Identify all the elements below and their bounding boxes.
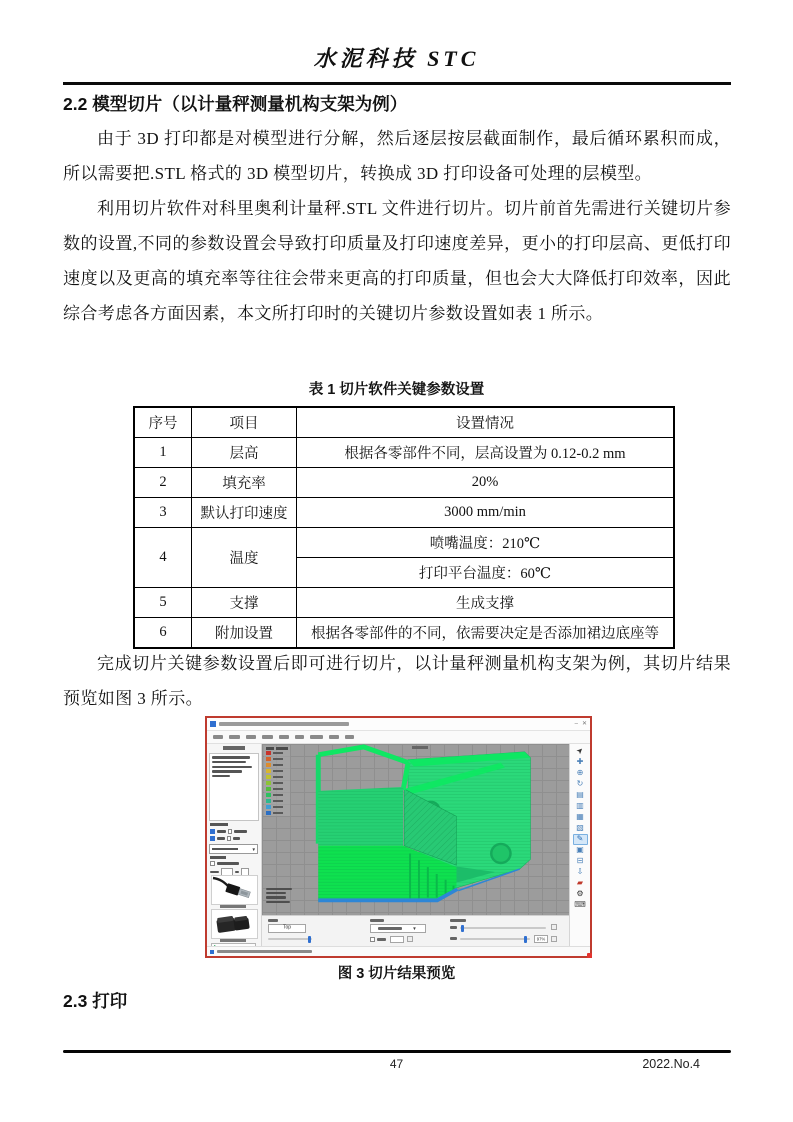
stepper[interactable]: [551, 924, 557, 930]
chevron-down-icon: ▼: [412, 926, 417, 931]
keyboard-icon[interactable]: ⌨: [574, 900, 586, 910]
info-text-line: [212, 766, 252, 769]
table-row: [134, 528, 674, 558]
header-divider: [63, 82, 731, 85]
col-header-no: 序号: [134, 407, 192, 438]
table-caption: 表 1 切片软件关键参数设置: [308, 382, 485, 398]
left-sidebar-panel: [207, 744, 262, 946]
checkbox-checked-icon[interactable]: [210, 829, 215, 834]
cell-value: 根据各零部件不同，层高设置为 0.12-0.2 mm: [297, 438, 675, 468]
pick-icon[interactable]: ✎: [573, 834, 588, 845]
layer-stepper[interactable]: [407, 936, 413, 942]
table-row: [134, 618, 674, 649]
view-selector-value: Top: [282, 924, 292, 931]
option-label: [377, 938, 386, 941]
stepper[interactable]: [551, 936, 557, 942]
range-slider-min[interactable]: [460, 927, 546, 929]
model-info-box: [209, 753, 259, 821]
info-text-line: [212, 775, 230, 778]
field-label: [210, 871, 219, 874]
cube-side-icon[interactable]: ▦: [576, 812, 584, 822]
group-label: [450, 919, 466, 922]
group-label: [370, 919, 384, 922]
stat-line: [266, 901, 290, 903]
cell-no: 1: [134, 438, 192, 468]
3d-viewport[interactable]: [262, 744, 569, 915]
cube-iso-icon[interactable]: ▧: [576, 823, 584, 833]
cell-no: 4: [134, 528, 192, 588]
slider-handle[interactable]: [461, 925, 464, 932]
option-row: [210, 829, 247, 834]
section-icon[interactable]: ⊟: [576, 856, 584, 866]
cube-top-icon[interactable]: ▤: [576, 790, 584, 800]
zoom-icon[interactable]: ⊕: [576, 768, 584, 778]
percent-value: 97%: [536, 936, 546, 941]
preview-control-panel: [262, 915, 569, 946]
photo-caption: [220, 905, 246, 908]
layers-icon[interactable]: ▣: [576, 845, 584, 855]
rotate-icon[interactable]: ↻: [576, 779, 584, 789]
info-text-line: [212, 756, 250, 759]
view-selector[interactable]: [268, 924, 306, 933]
info-text-line: [212, 770, 242, 773]
checkbox-icon[interactable]: [210, 861, 215, 866]
paragraph-2: 利用切片软件对科里奥利计量秤.STL 文件进行切片。切片前首先需进行关键切片参数的设置,不同的参数设置会导致打印质量及打印速度差异，更小的打印层高、更低打印速度以及更高的填充率等往往会带来更高的打印质量，但也会大大降低打印效率，因此综合考虑各方面因素，本文所打印时的关键切片参数设置如表 1 所示。: [63, 199, 731, 323]
close-button[interactable]: ✕: [581, 721, 587, 727]
option-label: [217, 837, 225, 840]
cell-item: 默认打印速度: [192, 498, 297, 528]
window-title-text: [219, 722, 349, 726]
sidebar-title: [223, 746, 245, 750]
menu-bar[interactable]: [207, 731, 590, 744]
option-label: [233, 837, 240, 840]
paragraph-1: 由于 3D 打印都是对模型进行分解，然后逐层按层截面制作，最后循环累积而成，所以需要把.STL 格式的 3D 模型切片，转换成 3D 打印设备可处理的层模型。: [63, 129, 731, 183]
parameters-table: [133, 406, 675, 649]
annotation-handle: [587, 953, 592, 958]
cell-item: 支撑: [192, 588, 297, 618]
stat-line: [266, 892, 286, 894]
option-row: [210, 836, 240, 841]
usb-connector-photo: [211, 875, 258, 905]
slice-statistics: [266, 888, 292, 903]
status-icon: [210, 950, 214, 954]
option-label: [234, 830, 247, 833]
cell-item: 填充率: [192, 468, 297, 498]
settings-gear-icon[interactable]: ⚙: [576, 889, 584, 899]
section-heading-2-3: 2.3 打印: [63, 991, 128, 1011]
photo-caption: [220, 939, 246, 942]
cell-item: 温度: [192, 528, 297, 588]
export-gcode-button[interactable]: [211, 943, 256, 946]
cell-no: 3: [134, 498, 192, 528]
view-slider[interactable]: [268, 938, 312, 940]
col-header-value: 设置情况: [297, 407, 675, 438]
cursor-icon[interactable]: ➤: [574, 745, 586, 757]
cell-no: 2: [134, 468, 192, 498]
export-icon[interactable]: ⇩: [576, 867, 584, 877]
journal-header-title: 水泥科技 STC: [313, 46, 480, 71]
footer-divider: [63, 1050, 731, 1053]
menu-item[interactable]: [329, 735, 339, 739]
minimize-button[interactable]: –: [574, 721, 578, 727]
menu-item[interactable]: [246, 735, 256, 739]
cell-no: 6: [134, 618, 192, 649]
cell-value: 20%: [297, 468, 675, 498]
table-row: [134, 588, 674, 618]
cell-value: 3000 mm/min: [297, 498, 675, 528]
cell-value: 生成支撑: [297, 588, 675, 618]
cell-value: 根据各零部件的不同，依需要决定是否添加裙边底座等: [297, 618, 675, 649]
menu-item[interactable]: [345, 735, 354, 739]
table-row: [134, 438, 674, 468]
move-icon[interactable]: ✚: [576, 757, 584, 767]
brick-icon[interactable]: ▰: [576, 878, 584, 888]
app-icon: [210, 721, 216, 727]
percent-input[interactable]: [534, 935, 548, 943]
table-row: [134, 468, 674, 498]
cell-no: 5: [134, 588, 192, 618]
viewport-toolbar: [569, 744, 590, 946]
status-bar: [207, 946, 590, 956]
cell-item: 附加设置: [192, 618, 297, 649]
menu-item[interactable]: [310, 735, 323, 739]
col-header-item: 项目: [192, 407, 297, 438]
option-row: [210, 861, 239, 866]
status-text: [217, 950, 312, 953]
menu-item[interactable]: [213, 735, 223, 739]
window-titlebar: [207, 718, 590, 731]
cube-front-icon[interactable]: ▥: [576, 801, 584, 811]
section-label: [210, 856, 226, 859]
table-row: [134, 498, 674, 528]
page-number: 47: [389, 1057, 404, 1071]
checkbox-icon[interactable]: [228, 829, 233, 834]
color-scheme-dropdown[interactable]: [209, 844, 258, 854]
cell-value: 喷嘴温度：210℃: [297, 528, 675, 558]
row-label: [450, 926, 457, 929]
menu-item[interactable]: [279, 735, 289, 739]
range-slider-max[interactable]: [460, 938, 530, 940]
figure-caption: 图 3 切片结果预览: [337, 966, 456, 982]
option-label: [217, 830, 226, 833]
sliced-model-preview: [262, 744, 569, 915]
issue-number: 2022.No.4: [642, 1057, 700, 1071]
slider-handle[interactable]: [308, 936, 311, 943]
option-label: [217, 862, 239, 865]
cell-value: 打印平台温度：60℃: [297, 558, 675, 588]
table-header-row: [134, 407, 674, 438]
slider-handle[interactable]: [524, 936, 527, 943]
checkbox-icon[interactable]: [370, 937, 375, 942]
menu-item[interactable]: [262, 735, 273, 739]
menu-item[interactable]: [295, 735, 304, 739]
chevron-down-icon: ▼: [251, 846, 256, 852]
checkbox-icon[interactable]: [227, 836, 232, 841]
scheme-dropdown[interactable]: [370, 924, 426, 933]
checkbox-checked-icon[interactable]: [210, 836, 215, 841]
menu-item[interactable]: [229, 735, 240, 739]
printed-part-photo: [211, 909, 258, 939]
group-label: [268, 919, 278, 922]
cell-item: 层高: [192, 438, 297, 468]
stat-line: [266, 888, 292, 890]
layer-input[interactable]: [390, 936, 404, 943]
row-label: [450, 937, 457, 940]
arrow-right-icon: [214, 945, 218, 946]
paragraph-3: 完成切片关键参数设置后即可进行切片，以计量秤测量机构支架为例，其切片结果预览如图 3 所示。: [63, 654, 731, 708]
info-text-line: [212, 761, 246, 764]
preview-options-label: [210, 823, 228, 826]
unit-label: [235, 871, 239, 874]
stat-line: [266, 896, 286, 898]
slicer-screenshot-window: [205, 716, 592, 958]
section-heading-2-2: 2.2 模型切片（以计量秤测量机构支架为例）: [63, 94, 408, 114]
